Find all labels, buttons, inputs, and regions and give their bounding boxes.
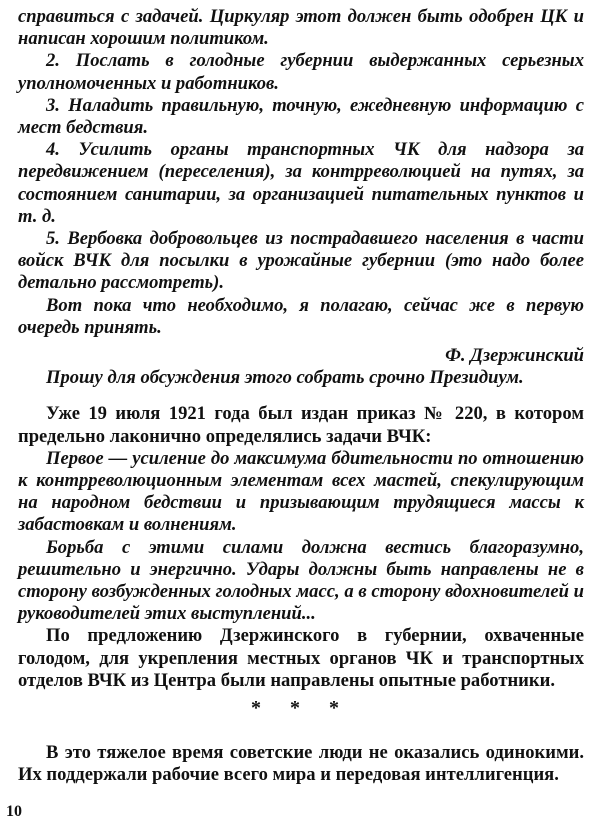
paragraph-closing: В это тяжелое время советские люди не оказались одинокими. Их поддержали рабочие всего мира и передовая интеллигенция. — [18, 742, 584, 786]
paragraph-dzerzhinsky-proposal: По предложению Дзержинского в губернии, охваченные голодом, для укрепления местных органов ЧК и транспортных отделов ВЧК из Центра были направлены опытные работники. — [18, 625, 584, 691]
paragraph-item-4: 4. Усилить органы транспортных ЧК для надзора за передвижением (переселения), за контрреволюцией на путях, за состоянием санитарии, за организацией питательных пунктов и т. д. — [18, 139, 584, 227]
paragraph-item-2: 2. Послать в голодные губернии выдержанных серьезных уполномоченных и работников. — [18, 50, 584, 94]
paragraph-item-3: 3. Наладить правильную, точную, ежедневную информацию с мест бедствия. — [18, 94, 584, 139]
page-number: 10 — [6, 803, 22, 820]
paragraph-order-first: Первое — усиление до максимума бдительности по отношению к контрреволюционным элементам всех мастей, спекулирующим на народном бедствии и призывающим трудящиеся массы к забастовкам и волнениям. — [18, 447, 584, 536]
section-separator: * * * — [251, 697, 351, 720]
paragraph-conclusion: Вот пока что необходимо, я полагаю, сейчас же в первую очередь принять. — [18, 294, 584, 338]
paragraph-order-220: Уже 19 июля 1921 года был издан приказ № 220, в котором предельно лаконично определялись задачи ВЧК: — [18, 403, 584, 447]
paragraph-item-5: 5. Вербовка добровольцев из пострадавшего населения в части войск ВЧК для посылки в урожайные губернии (это надо более детально рассмотреть). — [18, 228, 584, 294]
signature: Ф. Дзержинский — [445, 345, 584, 367]
paragraph-presidium-request: Прошу для обсуждения этого собрать срочно Президиум. — [46, 367, 524, 389]
paragraph-order-struggle: Борьба с этими силами должна вестись благоразумно, решительно и энергично. Удары должны быть направлены не в сторону возбужденных голодных масс, а в сторону вдохновителей и руководителей этих выступлений... — [18, 536, 584, 625]
document-page — [18, 6, 584, 787]
paragraph-circular: справиться с задачей. Циркуляр этот должен быть одобрен ЦК и написан хорошим политиком. — [18, 6, 584, 50]
